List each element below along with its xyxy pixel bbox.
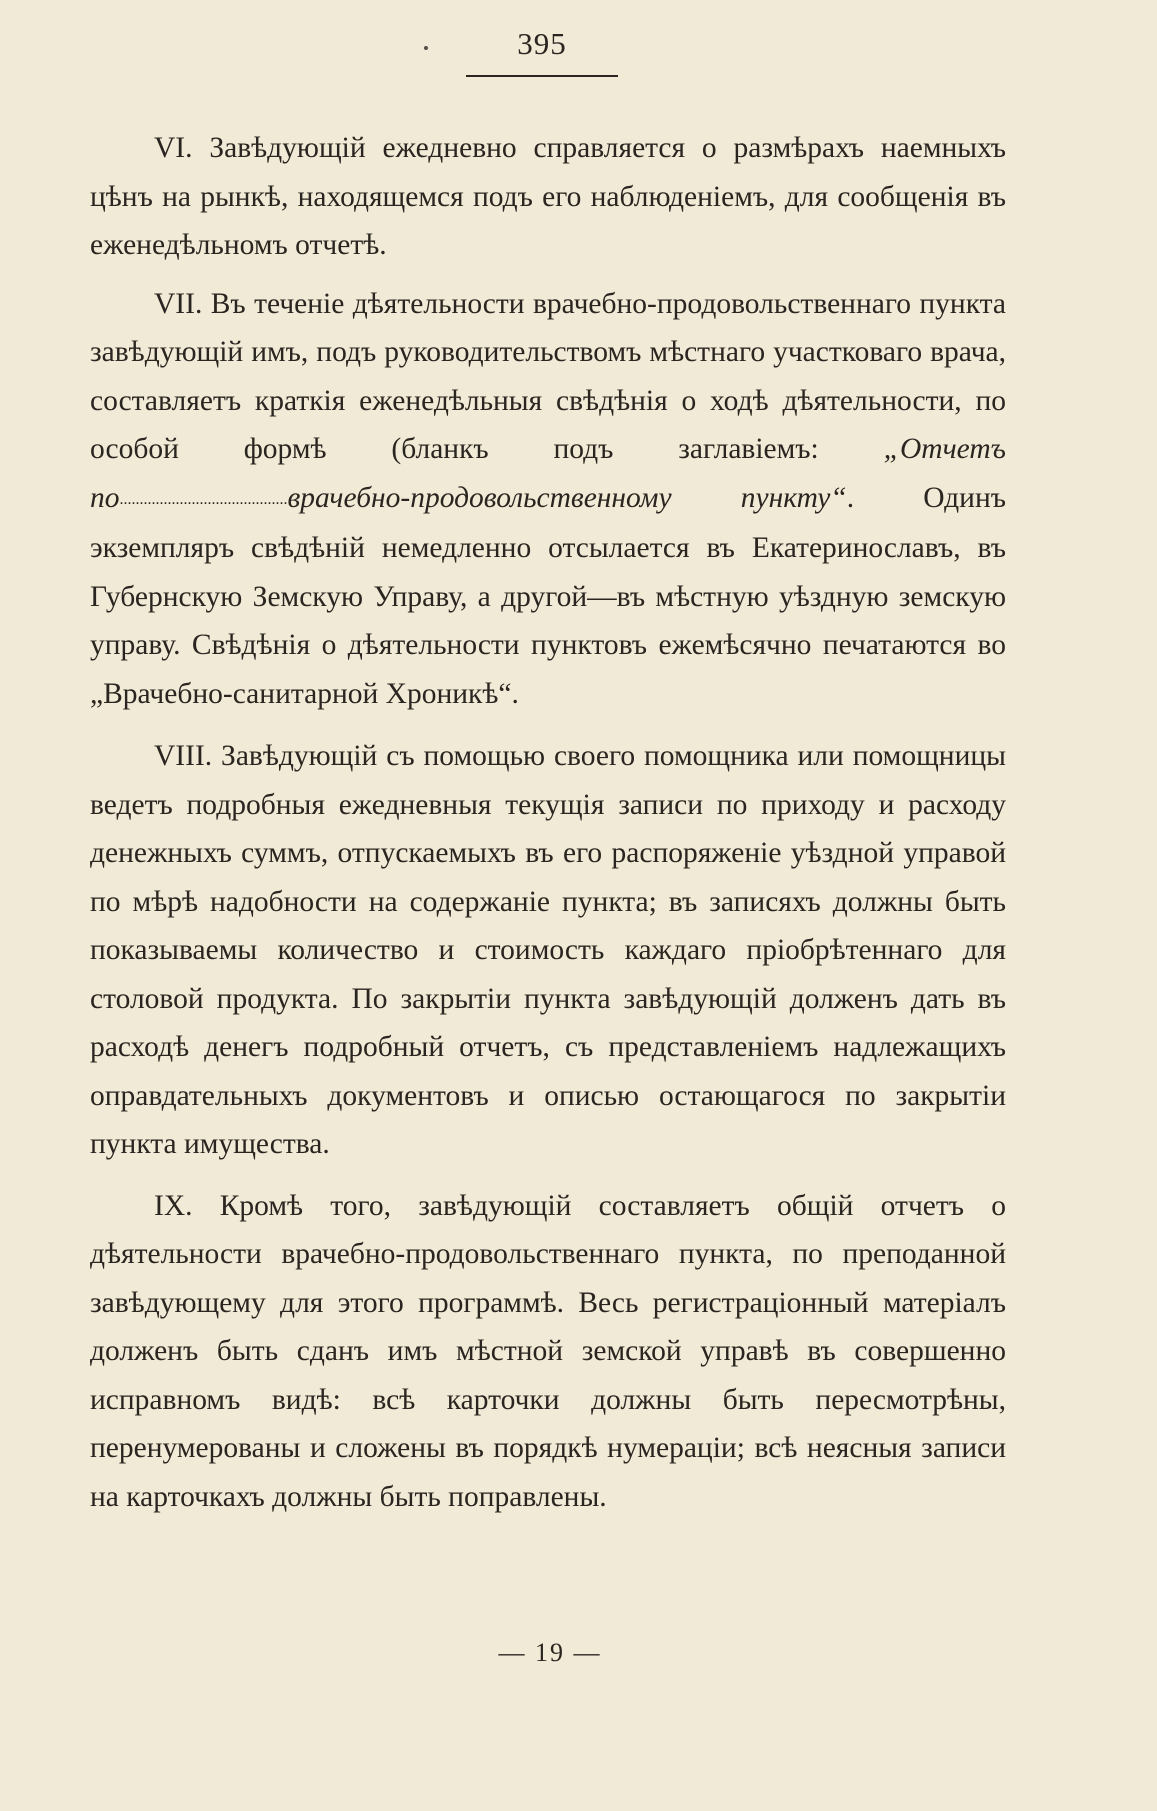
section-vii-text-end: . Одинъ экземпляръ свѣдѣній немедленно отсылается въ Екатеринославъ, въ Губернскую Земскую Управу, а другой—въ мѣстную уѣздную земскую управу. Свѣдѣнія о дѣятельности пунктовъ ежемѣсячно печатаются во „Врачебно-санитарной Хроникѣ“. <box>90 481 1006 710</box>
section-viii-paragraph <box>90 732 1006 1169</box>
page-number-rule <box>466 75 618 77</box>
section-vii-text-start: VII. Въ теченіе дѣятельности врачебно-продовольственнаго пункта завѣдующій имъ, подъ руководительствомъ мѣстнаго участковаго врача, составляетъ краткія еженедѣльныя свѣдѣнія о ходѣ дѣятельности, по особой формѣ (бланкъ подъ заглавіемъ: <box>90 287 1006 465</box>
section-viii-text: VIII. Завѣдующій съ помощью своего помощника или помощницы ведетъ подробныя ежедневныя текущія записи по приходу и расходу денежныхъ суммъ, отпускаемыхъ въ его распоряженіе уѣздной управой по мѣрѣ надобности на содержаніе пункта; въ записяхъ должны быть показываемы количество и стоимость каждаго пріобрѣтеннаго для столовой продукта. По закрытіи пункта завѣдующій долженъ дать въ расходѣ денегъ подробный отчетъ, съ представленіемъ надлежащихъ оправдательныхъ документовъ и описью остающагося по закрытіи пункта имущества. <box>90 740 1006 1160</box>
page-number: 395 <box>517 26 567 61</box>
section-vi-text: VI. Завѣдующій ежедневно справляется о размѣрахъ наемныхъ цѣнъ на рынкѣ, находящемся подъ его наблюденіемъ, для сообщенія въ еженедѣльномъ отчетѣ. <box>90 132 1006 261</box>
report-title-blank: .......................................... <box>119 490 288 508</box>
margin-dot <box>424 46 428 50</box>
body-text <box>90 124 1006 1521</box>
section-ix-text: IX. Кромѣ того, завѣдующій составляетъ общій отчетъ о дѣятельности врачебно-продовольственнаго пункта, по преподанной завѣдующему для этого программѣ. Весь регистраціонный матеріалъ долженъ быть сданъ имъ мѣстной земской управѣ въ совершенно исправномъ видѣ: всѣ карточки должны быть пересмотрѣны, перенумерованы и сложены въ порядкѣ нумераціи; всѣ неясныя записи на карточкахъ должны быть поправлены. <box>90 1189 1006 1513</box>
report-title-end: врачебно-продовольственному пункту“ <box>287 481 847 514</box>
signature-mark: — 19 — <box>498 1638 602 1667</box>
section-ix-paragraph <box>90 1182 1006 1522</box>
section-vi-paragraph <box>90 124 1006 270</box>
report-title-start: „Отчетъ по <box>90 433 1006 514</box>
section-vii-paragraph <box>90 280 1006 719</box>
